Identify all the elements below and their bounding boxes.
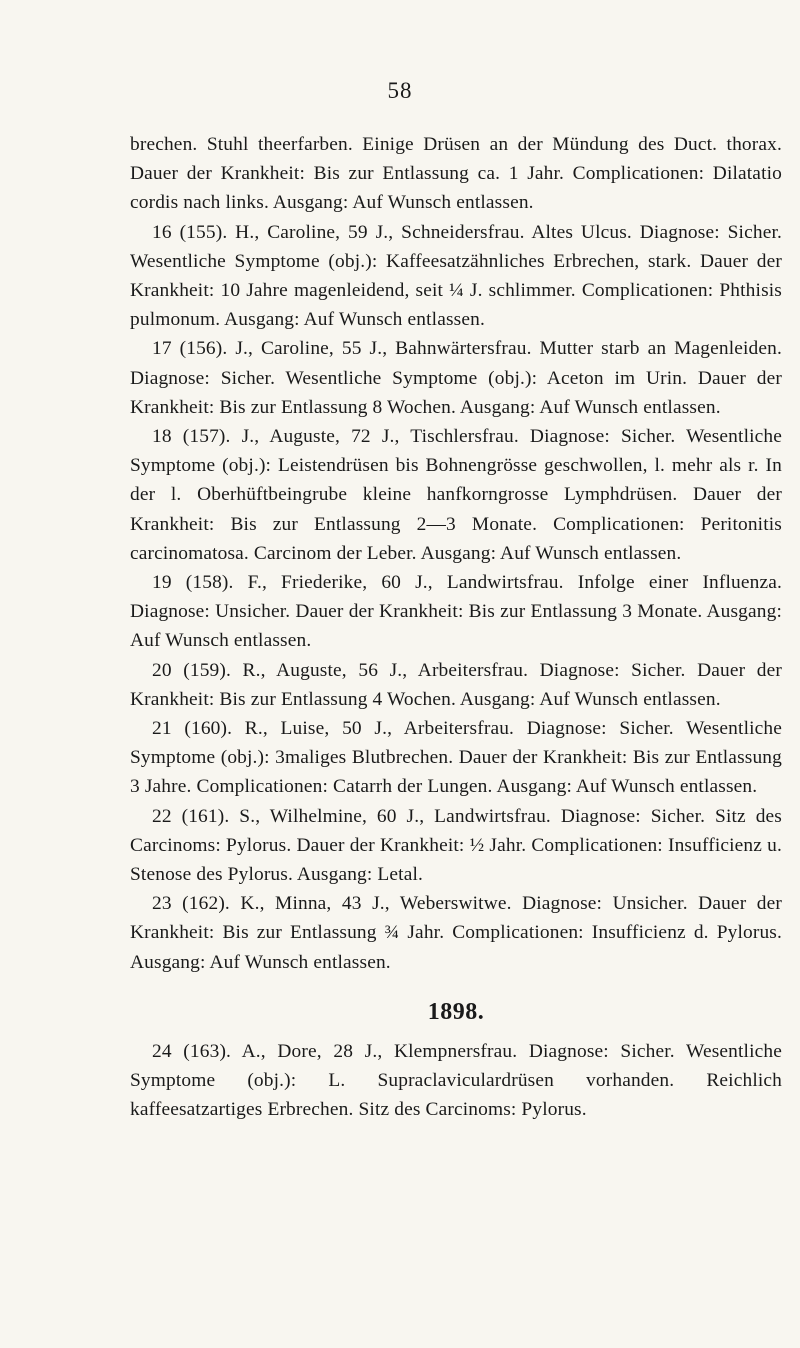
case-entry-20: 20 (159). R., Auguste, 56 J., Arbeitersfrau. Diagnose: Sicher. Dauer der Krankheit: Bis zur Entlassung 4 Wochen. Ausgang: Auf Wunsch entlassen. [130, 659, 782, 710]
year-heading: 1898. [427, 998, 485, 1025]
body-text [130, 130, 782, 1125]
paragraph-continuation: brechen. Stuhl theerfarben. Einige Drüsen an der Mündung des Duct. thorax. Dauer der Krankheit: Bis zur Entlassung ca. 1 Jahr. Complicationen: Dilatatio cordis nach links. Ausgang: Auf Wunsch entlassen. [130, 134, 782, 214]
case-entry-24: 24 (163). A., Dore, 28 J., Klempnersfrau. Diagnose: Sicher. Wesentliche Symptome (obj.): L. Supraclaviculardrüsen vorhanden. Reichlich kaffeesatzartiges Erbrechen. Sitz des Carcinoms: Pylorus. [130, 1040, 782, 1121]
case-entry-22: 22 (161). S., Wilhelmine, 60 J., Landwirtsfrau. Diagnose: Sicher. Sitz des Carcinoms: Pylorus. Dauer der Krankheit: ½ Jahr. Complicationen: Insufficienz u. Stenose des Pylorus. Ausgang: Letal. [130, 805, 782, 886]
case-entry-19: 19 (158). F., Friederike, 60 J., Landwirtsfrau. Infolge einer Influenza. Diagnose: Unsicher. Dauer der Krankheit: Bis zur Entlassung 3 Monate. Ausgang: Auf Wunsch entlassen. [130, 572, 782, 652]
case-entry-17: 17 (156). J., Caroline, 55 J., Bahnwärtersfrau. Mutter starb an Magenleiden. Diagnose: Sicher. Wesentliche Symptome (obj.): Aceton im Urin. Dauer der Krankheit: Bis zur Entlassung 8 Wochen. Ausgang: Auf Wunsch entlassen. [130, 338, 782, 418]
case-entry-21: 21 (160). R., Luise, 50 J., Arbeitersfrau. Diagnose: Sicher. Wesentliche Symptome (obj.): 3maliges Blutbrechen. Dauer der Krankheit: Bis zur Entlassung 3 Jahre. Complicationen: Catarrh der Lungen. Ausgang: Auf Wunsch entlassen. [130, 718, 782, 798]
case-entry-16: 16 (155). H., Caroline, 59 J., Schneidersfrau. Altes Ulcus. Diagnose: Sicher. Wesentliche Symptome (obj.): Kaffeesatzähnliches Erbrechen, stark. Dauer der Krankheit: 10 Jahre magenleidend, seit ¼ J. schlimmer. Complicationen: Phthisis pulmonum. Ausgang: Auf Wunsch entlassen. [130, 221, 782, 331]
page-number: 58 [387, 78, 413, 103]
case-entry-23: 23 (162). K., Minna, 43 J., Weberswitwe. Diagnose: Unsicher. Dauer der Krankheit: Bis zur Entlassung ¾ Jahr. Complicationen: Insufficienz d. Pylorus. Ausgang: Auf Wunsch entlassen. [130, 893, 782, 973]
case-entry-18: 18 (157). J., Auguste, 72 J., Tischlersfrau. Diagnose: Sicher. Wesentliche Symptome (obj.): Leistendrüsen bis Bohnengrösse geschwollen, l. mehr als r. In der l. Oberhüftbeingrube kleine hanfkorngrosse Lymphdrüsen. Dauer der Krankheit: Bis zur Entlassung 2—3 Monate. Complicationen: Peritonitis carcinomatosa. Carcinom der Leber. Ausgang: Auf Wunsch entlassen. [130, 426, 782, 564]
